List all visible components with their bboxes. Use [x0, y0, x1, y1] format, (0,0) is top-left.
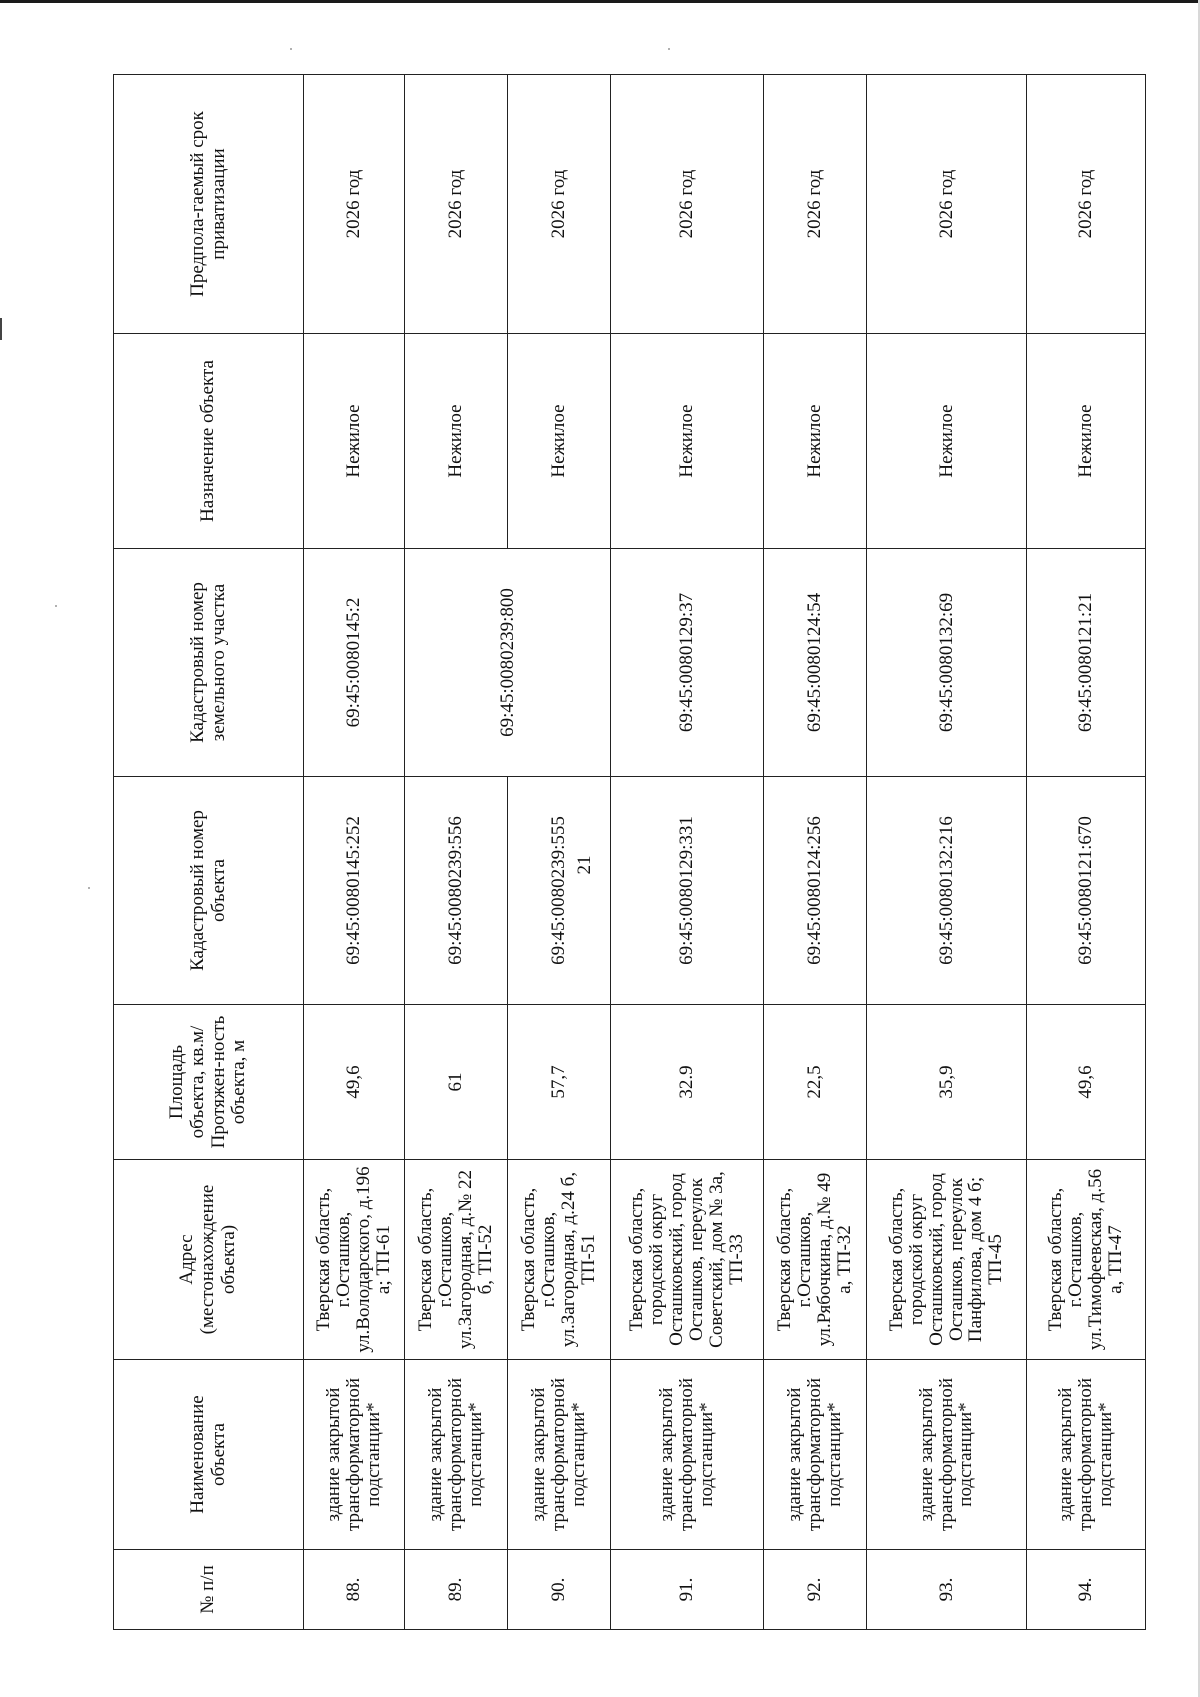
row-name: здание закрытой трансформаторной подстанции* [764, 1360, 867, 1550]
scan-speck [668, 48, 670, 50]
row-term: 2026 год [611, 75, 764, 334]
row-address: Тверская область, г.Осташков, ул.Загородная, д.24 б, ТП-51 [508, 1160, 611, 1360]
row-num: 94. [1027, 1550, 1146, 1630]
row-purpose: Нежилое [304, 334, 405, 549]
row-term: 2026 год [405, 75, 508, 334]
row-cadastral-object: 69:45:0080129:331 [611, 777, 764, 1005]
header-cadastral-object: Кадастровый номер объекта [114, 777, 304, 1005]
row-purpose: Нежилое [867, 334, 1027, 549]
scan-speck [88, 887, 90, 889]
row-address: Тверская область, г.Осташков, ул.Рябочкина, д.№ 49 а, ТП-32 [764, 1160, 867, 1360]
row-term: 2026 год [764, 75, 867, 334]
table-row [508, 75, 611, 1630]
row-num: 91. [611, 1550, 764, 1630]
row-purpose: Нежилое [1027, 334, 1146, 549]
table-row [405, 75, 508, 1630]
row-area: 22,5 [764, 1005, 867, 1160]
row-cadastral-land: 69:45:0080121:21 [1027, 549, 1146, 777]
row-cadastral-land: 69:45:0080132:69 [867, 549, 1027, 777]
row-name: здание закрытой трансформаторной подстанции* [1027, 1360, 1146, 1550]
row-area: 57,7 [508, 1005, 611, 1160]
row-cadastral-object: 69:45:0080145:252 [304, 777, 405, 1005]
row-purpose: Нежилое [508, 334, 611, 549]
row-term: 2026 год [867, 75, 1027, 334]
scan-speck [55, 605, 57, 607]
row-name: здание закрытой трансформаторной подстанции* [611, 1360, 764, 1550]
row-address: Тверская область, городской округ Осташковский, город Осташков, переулок Советский, дом № 3а, ТП-33 [611, 1160, 764, 1360]
row-cadastral-land: 69:45:0080145:2 [304, 549, 405, 777]
row-area: 49,6 [1027, 1005, 1146, 1160]
row-num: 93. [867, 1550, 1027, 1630]
row-address: Тверская область, г.Осташков, ул.Володарского, д.196 а; ТП-61 [304, 1160, 405, 1360]
row-num: 89. [405, 1550, 508, 1630]
row-cadastral-object: 69:45:0080132:216 [867, 777, 1027, 1005]
row-term: 2026 год [304, 75, 405, 334]
row-term: 2026 год [1027, 75, 1146, 334]
header-cadastral-land: Кадастровый номер земельного участка [114, 549, 304, 777]
row-area: 61 [405, 1005, 508, 1160]
scan-speck [290, 48, 292, 50]
header-name: Наименование объекта [114, 1360, 304, 1550]
row-address: Тверская область, г.Осташков, ул.Загородная, д.№ 22 б, ТП-52 [405, 1160, 508, 1360]
table-header-row [114, 75, 304, 1630]
header-purpose: Назначение объекта [114, 334, 304, 549]
table-row [867, 75, 1027, 1630]
row-area: 49,6 [304, 1005, 405, 1160]
row-area: 35,9 [867, 1005, 1027, 1160]
row-term: 2026 год [508, 75, 611, 334]
header-term: Предпола-гаемый срок приватизации [114, 75, 304, 334]
row-cadastral-object: 69:45:0080124:256 [764, 777, 867, 1005]
scan-margin-mark [0, 318, 2, 340]
page-number: 21 [574, 855, 595, 875]
row-name: здание закрытой трансформаторной подстанции* [867, 1360, 1027, 1550]
row-cadastral-object: 69:45:0080121:670 [1027, 777, 1146, 1005]
row-name: здание закрытой трансформаторной подстанции* [405, 1360, 508, 1550]
row-name: здание закрытой трансформаторной подстанции* [508, 1360, 611, 1550]
table-row [764, 75, 867, 1630]
header-address: Адрес (местонахождение объекта) [114, 1160, 304, 1360]
row-area: 32.9 [611, 1005, 764, 1160]
row-num: 88. [304, 1550, 405, 1630]
row-cadastral-land: 69:45:0080239:800 [405, 549, 611, 777]
table-row [1027, 75, 1146, 1630]
table-row [611, 75, 764, 1630]
row-cadastral-land: 69:45:0080124:54 [764, 549, 867, 777]
row-purpose: Нежилое [405, 334, 508, 549]
row-address: Тверская область, городской округ Осташковский, город Осташков, переулок Панфилова, дом 4 б; ТП-45 [867, 1160, 1027, 1360]
row-cadastral-object: 69:45:0080239:556 [405, 777, 508, 1005]
scan-edge-top [0, 0, 1200, 3]
header-area: Площадь объекта, кв.м/ Протяжен-ность объекта, м [114, 1005, 304, 1160]
privatization-table [113, 74, 1146, 1630]
row-name: здание закрытой трансформаторной подстанции* [304, 1360, 405, 1550]
row-num: 90. [508, 1550, 611, 1630]
rotated-table-wrapper [113, 75, 1145, 1630]
row-purpose: Нежилое [611, 334, 764, 549]
row-purpose: Нежилое [764, 334, 867, 549]
row-cadastral-land: 69:45:0080129:37 [611, 549, 764, 777]
row-cadastral-object: 69:45:0080239:555 [508, 777, 611, 1005]
row-address: Тверская область, г.Осташков, ул.Тимофеевская, д.56 а, ТП-47 [1027, 1160, 1146, 1360]
table-row [304, 75, 405, 1630]
header-num: № п/п [114, 1550, 304, 1630]
row-num: 92. [764, 1550, 867, 1630]
